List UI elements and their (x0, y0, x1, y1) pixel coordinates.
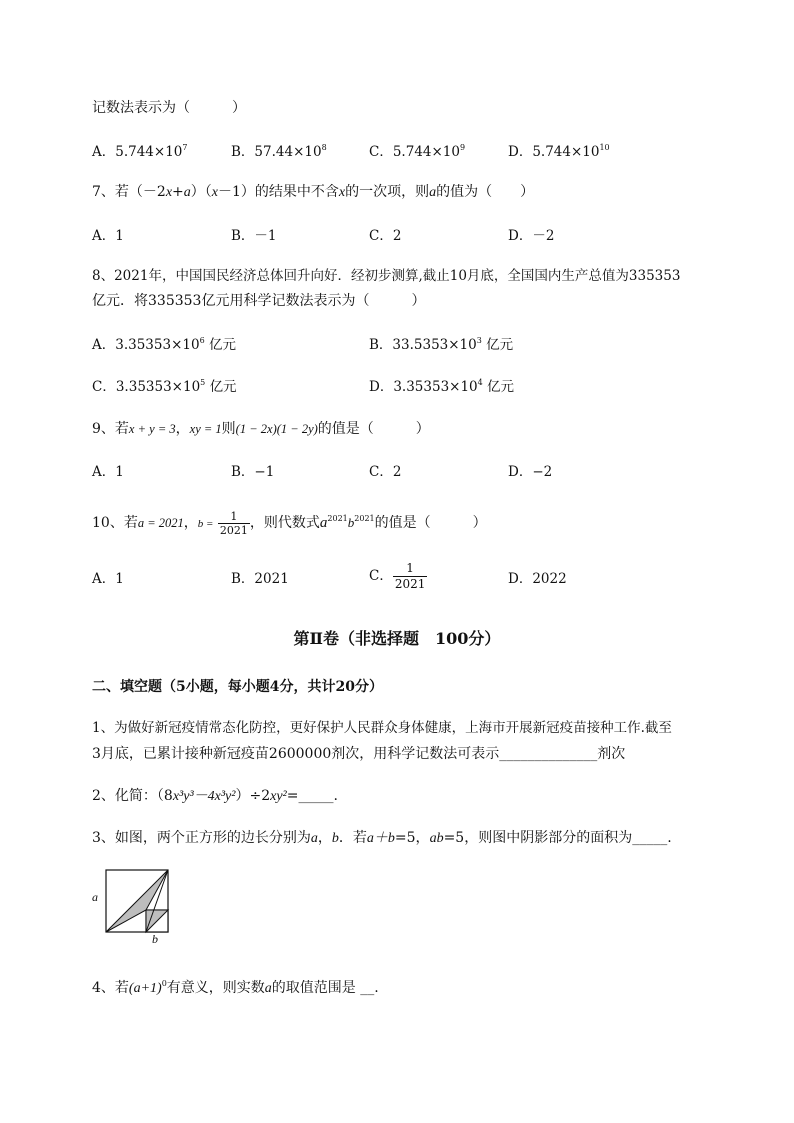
q9-stem: 9、若x + y = 3，xy = 1则(1 − 2x)(1 − 2y)的值是（ ） (92, 421, 430, 437)
q8-stem-line2: 亿元．将335353亿元用科学记数法表示为（ ） (92, 293, 426, 309)
q8-option-c[interactable]: C．$3.35353\times 10^5$ 亿元 (92, 378, 237, 395)
q6-option-d[interactable]: D．$5.744\times 10^{10}$ (508, 143, 610, 160)
f4-stem: 4、若$(a+1)^0$有意义，则实数a的取值范围是 __. (92, 979, 379, 996)
q10-option-c[interactable]: C． $\frac{1}{2021}$ (369, 561, 426, 591)
q9-option-b[interactable]: B．−1 (231, 464, 275, 480)
q6-option-b[interactable]: B．$57.44\times 10^8$ (231, 143, 327, 160)
f1-line1: 1、为做好新冠疫情常态化防控，更好保护人民群众身体健康，上海市开展新冠疫苗接种工作.截至 (92, 720, 672, 736)
q7-option-c[interactable]: C．2 (369, 228, 402, 244)
q8-option-d[interactable]: D．$3.35353\times 10^4$ 亿元 (369, 378, 515, 395)
figure-label-b: b (152, 932, 158, 946)
f1-line2: 3月底，已累计接种新冠疫苗2600000剂次，用科学记数法可表示______________剂次 (92, 746, 626, 762)
q9-option-d[interactable]: D．−2 (508, 464, 553, 480)
q6-option-c[interactable]: C．$5.744\times 10^9$ (369, 143, 466, 160)
q10-option-d[interactable]: D．2022 (508, 571, 567, 587)
q8-option-b[interactable]: B．$33.5353\times 10^3$ 亿元 (369, 336, 514, 353)
q10-stem: 10、若a = 2021，b = $\frac{1}{2021}$ ，则代数式$a^{2021}b^{2021}$的值是（ ） (92, 509, 487, 537)
q9-option-c[interactable]: C．2 (369, 464, 402, 480)
q9-option-a[interactable]: A．1 (92, 464, 124, 480)
part2-heading: 第Ⅱ卷（非选择题 100分） (293, 629, 501, 648)
f3-stem: 3、如图，两个正方形的边长分别为a，b．若a＋b=5，ab=5，则图中阴影部分的面积为_____. (92, 830, 672, 846)
q7-stem: 7、若（－2x+a）（x－1）的结果中不含x的一次项，则a的值为（ ） (92, 184, 535, 200)
q10-option-b[interactable]: B．2021 (231, 571, 289, 587)
q8-stem-line1: 8、2021年，中国国民经济总体回升向好．经初步测算,截止10月底，全国国内生产总值为335353 (92, 268, 681, 284)
q10-fraction: $\frac{1}{2021}$ (219, 509, 248, 537)
q7-option-d[interactable]: D．－2 (508, 228, 555, 244)
section2-title: 二、填空题（5小题，每小题4分，共计20分） (92, 679, 383, 695)
q10-option-a[interactable]: A．1 (92, 571, 124, 587)
q7-option-b[interactable]: B．－1 (231, 228, 277, 244)
two-squares-diagram (88, 862, 188, 952)
q7-option-a[interactable]: A．1 (92, 228, 124, 244)
q6-stem-tail: 记数法表示为（ ） (92, 100, 246, 116)
q6-option-a[interactable]: A．$5.744\times 10^7$ (92, 143, 188, 160)
figure-label-a: a (92, 890, 98, 904)
q8-option-a[interactable]: A．$3.35353\times 10^6$ 亿元 (92, 336, 236, 353)
f3-figure (88, 862, 188, 952)
f2-stem: 2、化简：（8x³y³－4x³y²）÷2xy²=_____. (92, 788, 338, 804)
